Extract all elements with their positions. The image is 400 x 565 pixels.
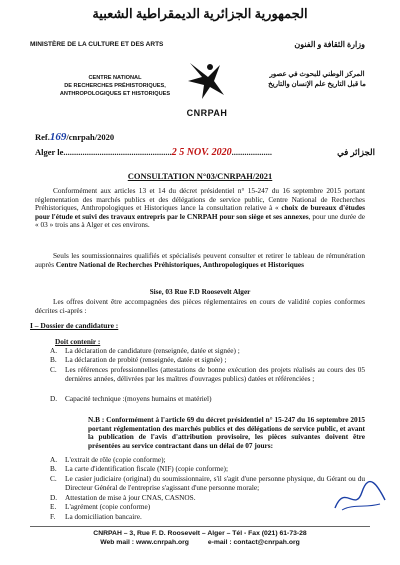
list-item: B. La carte d'identification fiscale (NIF) (copie conforme); bbox=[50, 464, 228, 473]
p3-text: Les offres doivent être accompagnées des pièces réglementaires en cours de validité copies conformes décrites ci-après : bbox=[35, 297, 365, 315]
footer-contacts: Web mail : www.cnrpah.org e-mail : contact@cnrpah.org bbox=[100, 539, 300, 546]
ministry-name-ar: وزارة الثقافة و الفنون bbox=[294, 40, 365, 49]
footer-address: CNRPAH – 3, Rue F. D. Roosevelt – Alger – Tél - Fax (021) 61-73-28 bbox=[93, 530, 307, 537]
list-item: D. Capacité technique :(moyens humains et matériel) bbox=[50, 394, 212, 403]
ministry-name-fr: MINISTÈRE DE LA CULTURE ET DES ARTS bbox=[30, 41, 164, 48]
signature-mark bbox=[330, 478, 390, 518]
ref-number: 169 bbox=[49, 131, 67, 143]
list-item: F. La domiciliation bancaire. bbox=[50, 512, 142, 521]
republic-title: الجمهورية الجزائرية الديمقراطية الشعبية bbox=[92, 6, 308, 21]
centre-line-3: ANTHROPOLOGIQUES ET HISTORIQUES bbox=[59, 91, 171, 97]
paragraph-2 bbox=[35, 252, 365, 269]
place-label-ar: الجزائر في bbox=[337, 147, 375, 157]
address-line: Sise, 03 Rue F.D Roosevelt Alger bbox=[149, 287, 251, 296]
list-item: A. L'extrait de rôle (copie conforme); bbox=[50, 455, 166, 464]
doit-contenir: Doit contenir : bbox=[55, 337, 101, 346]
centre-line-2: DE RECHERCHES PRÉHISTORIQUES, bbox=[64, 83, 166, 89]
centre-name-ar bbox=[262, 69, 372, 89]
paragraph-3 bbox=[35, 298, 365, 315]
date-stamp: 2 5 NOV. 2020 bbox=[171, 147, 232, 158]
place-date-line bbox=[35, 147, 375, 158]
centre-line-1: CENTRE NATIONAL bbox=[88, 75, 142, 81]
nb-notice: N.B : Conformément à l'article 69 du décret présidentiel n° 15-247 du 16 septembre 2015 portant réglementation des marchés publics et des délégations de service public, et avant la publication de l'avis d'attribution provisoire, les pièces suivantes doivent être présentées au service contractant dans un délai de 07 jours: bbox=[88, 415, 365, 450]
place-label: Alger le bbox=[35, 147, 64, 157]
dots-left: ................................................... bbox=[63, 147, 172, 157]
dots-right: ................... bbox=[231, 147, 272, 157]
p1-text-c: , pour une durée de « 03 » trois ans à Alger et ces environs. bbox=[35, 211, 365, 230]
ref-prefix: Ref. bbox=[35, 132, 50, 142]
list-item: E. L'agrément (copie conforme) bbox=[50, 502, 151, 511]
footer bbox=[0, 529, 400, 547]
reference-line bbox=[35, 131, 114, 143]
list-item: C. Les références professionnelles (attestations de bonne exécution des projets réalisés au cours des 05 dernières années, délivrées par les maîtres d'ouvrages publics) datées et référenciées ; bbox=[50, 365, 365, 383]
p1-text-bold: choix de bureaux d'études pour l'étude et suivi des travaux entrepris par le CNRPAH pour son siège et ses annexes bbox=[35, 203, 365, 221]
list-item: C. Le casier judiciaire (original) du soumissionnaire, s'il s'agit d'une personne physique, du Gérant ou du Directeur Général de l'entreprise s'agissant d'une personne morale; bbox=[50, 474, 365, 492]
p1-text-a: Conformément aux articles 13 et 14 du décret présidentiel n° 15-247 du 16 septembre 2015 portant réglementation des marchés publics et des délégations de service public, Centre National de Recherches Préhistoriques, Anthropologiques et Historiques lance la consultation relative à « bbox=[35, 186, 365, 213]
p2-text: Seuls les soumissionnaires qualifiés et spécialisés peuvent consulter et retirer le tableau de rémunération auprès bbox=[35, 251, 365, 269]
logo-text: CNRPAH bbox=[186, 108, 228, 118]
ref-suffix: /cnrpah/2020 bbox=[66, 132, 115, 142]
list-item: A. La déclaration de candidature (renseignée, datée et signée) ; bbox=[50, 346, 240, 355]
list-item: D. Attestation de mise à jour CNAS, CASNOS. bbox=[50, 493, 196, 502]
paragraph-1 bbox=[35, 187, 365, 230]
centre-ar-line-2: ما قبل التاريخ علم الإنسان والتاريخ bbox=[268, 80, 366, 88]
document-title: CONSULTATION N°03/CNRPAH/2021 bbox=[127, 171, 273, 181]
footer-divider bbox=[30, 526, 370, 527]
running-figure-icon bbox=[180, 55, 230, 115]
section-title: I – Dossier de candidature : bbox=[30, 321, 119, 330]
list-item: B. La déclaration de probité (renseignée, datée et signée) ; bbox=[50, 355, 227, 364]
centre-name-fr bbox=[55, 74, 175, 98]
centre-ar-line-1: المركز الوطني للبحوث في عصور bbox=[269, 70, 365, 78]
p2-bold: Centre National de Recherches Préhistoriques, Anthropologiques et Historiques bbox=[55, 259, 304, 269]
